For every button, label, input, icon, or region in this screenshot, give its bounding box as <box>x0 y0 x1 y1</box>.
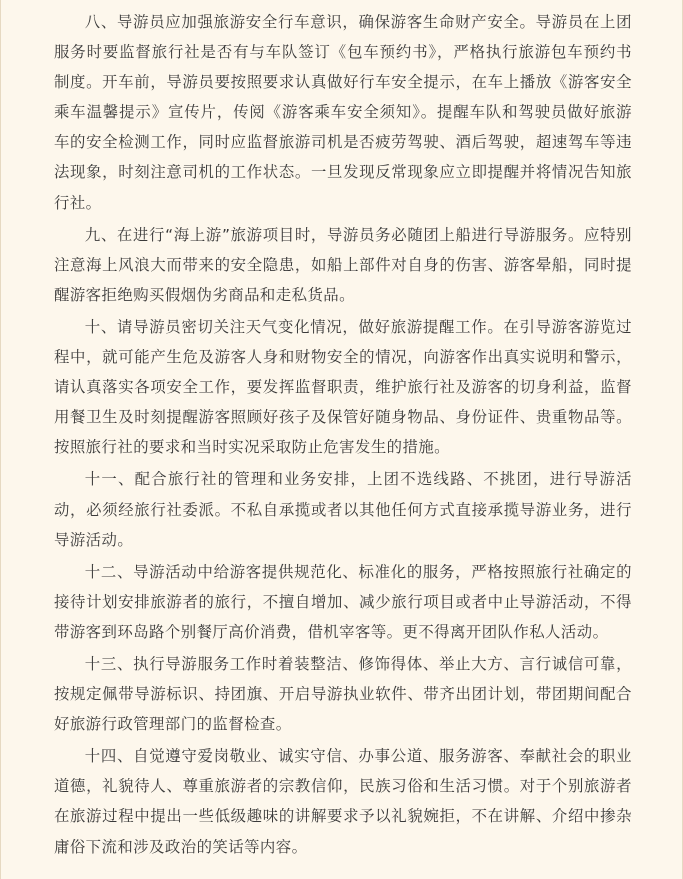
paragraph-item-13: 十三、执行导游服务工作时着装整洁、修饰得体、举止大方、言行诚信可靠，按规定佩带导游标识、持团旗、开启导游执业软件、带齐出团计划，带团期间配合好旅游行政管理部门的监督检查。 <box>54 654 632 734</box>
paragraph-item-14: 十四、自觉遵守爱岗敬业、诚实守信、办事公道、服务游客、奉献社会的职业道德，礼貌待人、尊重旅游者的宗教信仰，民族习俗和生活习惯。对于个别旅游者在旅游过程中提出一些低级趣味的讲解要求予以礼貌婉拒，不在讲解、介绍中掺杂庸俗下流和涉及政治的笑话等内容。 <box>54 747 632 856</box>
paragraph-item-9: 九、在进行“海上游”旅游项目时，导游员务必随团上船进行导游服务。应特别注意海上风浪大而带来的安全隐患，如船上部件对自身的伤害、游客晕船，同时提醒游客拒绝购买假烟伪劣商品和走私货品。 <box>54 225 632 304</box>
paragraph-item-11: 十一、配合旅行社的管理和业务安排，上团不选线路、不挑团，进行导游活动，必须经旅行社委派。不私自承揽或者以其他任何方式直接承揽导游业务，进行导游活动。 <box>54 470 632 549</box>
paragraph-item-10: 十、请导游员密切关注天气变化情况，做好旅游提醒工作。在引导游客游览过程中，就可能产生危及游客人身和财物安全的情况，向游客作出真实说明和警示，请认真落实各项安全工作，要发挥监督职责，维护旅行社及游客的切身利益，监督用餐卫生及时刻提醒游客照顾好孩子及保管好随身物品、身份证件、贵重物品等。按照旅行社的要求和当时实况采取防止危害发生的措施。 <box>54 317 632 457</box>
paragraph-item-12: 十二、导游活动中给游客提供规范化、标准化的服务，严格按照旅行社确定的接待计划安排旅游者的旅行，不擅自增加、减少旅行项目或者中止导游活动，不得带游客到环岛路个别餐厅高价消费，借机宰客等。更不得离开团队作私人活动。 <box>54 562 632 641</box>
paragraph-item-8: 八、导游员应加强旅游安全行车意识，确保游客生命财产安全。导游员在上团服务时要监督旅行社是否有与车队签订《包车预约书》，严格执行旅游包车预约书制度。开车前，导游员要按照要求认真做好行车安全提示，在车上播放《游客安全乘车温馨提示》宣传片，传阅《游客乘车安全须知》。提醒车队和驾驶员做好旅游车的安全检测工作，同时应监督旅游司机是否疲劳驾驶、酒后驾驶，超速驾车等违法现象，时刻注意司机的工作状态。一旦发现反常现象应立即提醒并将情况告知旅行社。 <box>54 13 632 212</box>
document-body <box>54 7 632 864</box>
